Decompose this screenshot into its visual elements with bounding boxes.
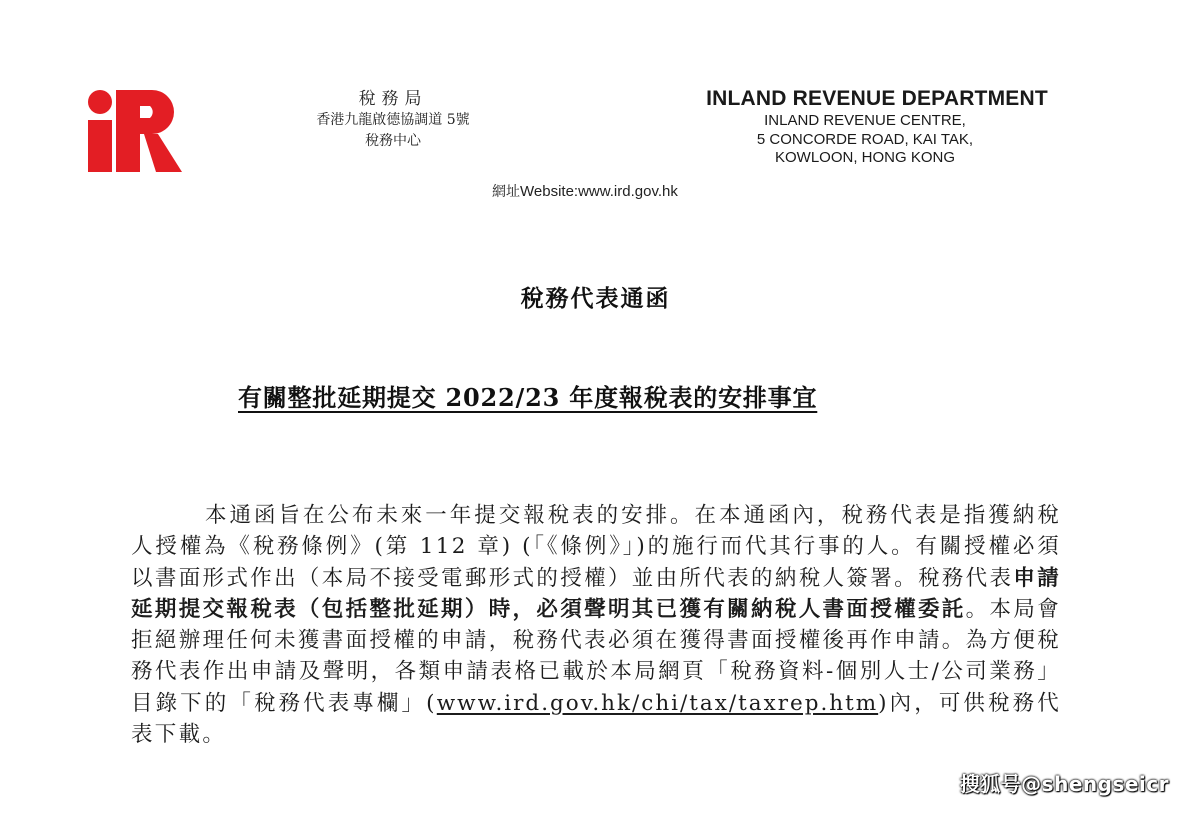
cn-department-name: 稅務局 <box>358 89 428 109</box>
en-address-line-2: 5 CONCORDE ROAD, KAI TAK, <box>756 130 974 148</box>
paragraph-text-part-2: 。本局會拒絕辦理任何未獲書面授權的申請，稅務代表必須在獲得書面授權後再作申請。為方便稅務代表作出申請及聲明，各類申請表格已載於本局網頁「稅務資料-個別人士/公司業務」目錄下的「稅務代表專欄」( <box>131 596 1061 716</box>
watermark: 搜狐号@shengseicr <box>959 772 1169 796</box>
cn-letterhead <box>280 88 506 152</box>
cn-centre-name: 稅務中心 <box>365 133 421 149</box>
paragraph-emphasis: 申請延期提交報稅表（包括整批延期）時，必須聲明其已獲有關納稅人書面授權委託 <box>131 565 1061 622</box>
en-address-line-3: KOWLOON, HONG KONG <box>774 149 955 166</box>
en-letterhead <box>670 86 1084 168</box>
website-url[interactable]: www.ird.gov.hk <box>578 183 678 200</box>
en-department-name: INLAND REVENUE DEPARTMENT <box>706 87 1048 110</box>
website-line <box>492 181 678 201</box>
paragraph-text-part-3: )內，可供稅務代表下載。 <box>131 690 1061 748</box>
subject-heading: 有關整批延期提交 2022/23 年度報稅表的安排事宜 <box>238 383 818 412</box>
taxrep-link[interactable]: www.ird.gov.hk/chi/tax/taxrep.htm <box>436 690 879 716</box>
paragraph-text-part-1: 本通函旨在公布未來一年提交報稅表的安排。在本通函內，稅務代表是指獲納稅人授權為《稅務條例》(第 112 章) (「《條例》」)的施行而代其行事的人。有關授權必須以書面形式作出（本局不接受電郵形式的授權）並由所代表的納稅人簽署。稅務代表 <box>131 503 1061 591</box>
ird-logo-icon <box>86 86 184 176</box>
paragraph-1 <box>131 500 1061 750</box>
website-label-en: Website: <box>520 183 579 200</box>
cn-address: 香港九龍啟德協調道 5號 <box>316 112 470 128</box>
en-address-line-1: INLAND REVENUE CENTRE, <box>764 112 966 129</box>
website-label-cn: 網址 <box>492 184 520 200</box>
ird-logo-svg <box>86 86 184 176</box>
body-paragraph <box>131 500 1061 750</box>
circular-title: 稅務代表通函 <box>520 286 671 312</box>
